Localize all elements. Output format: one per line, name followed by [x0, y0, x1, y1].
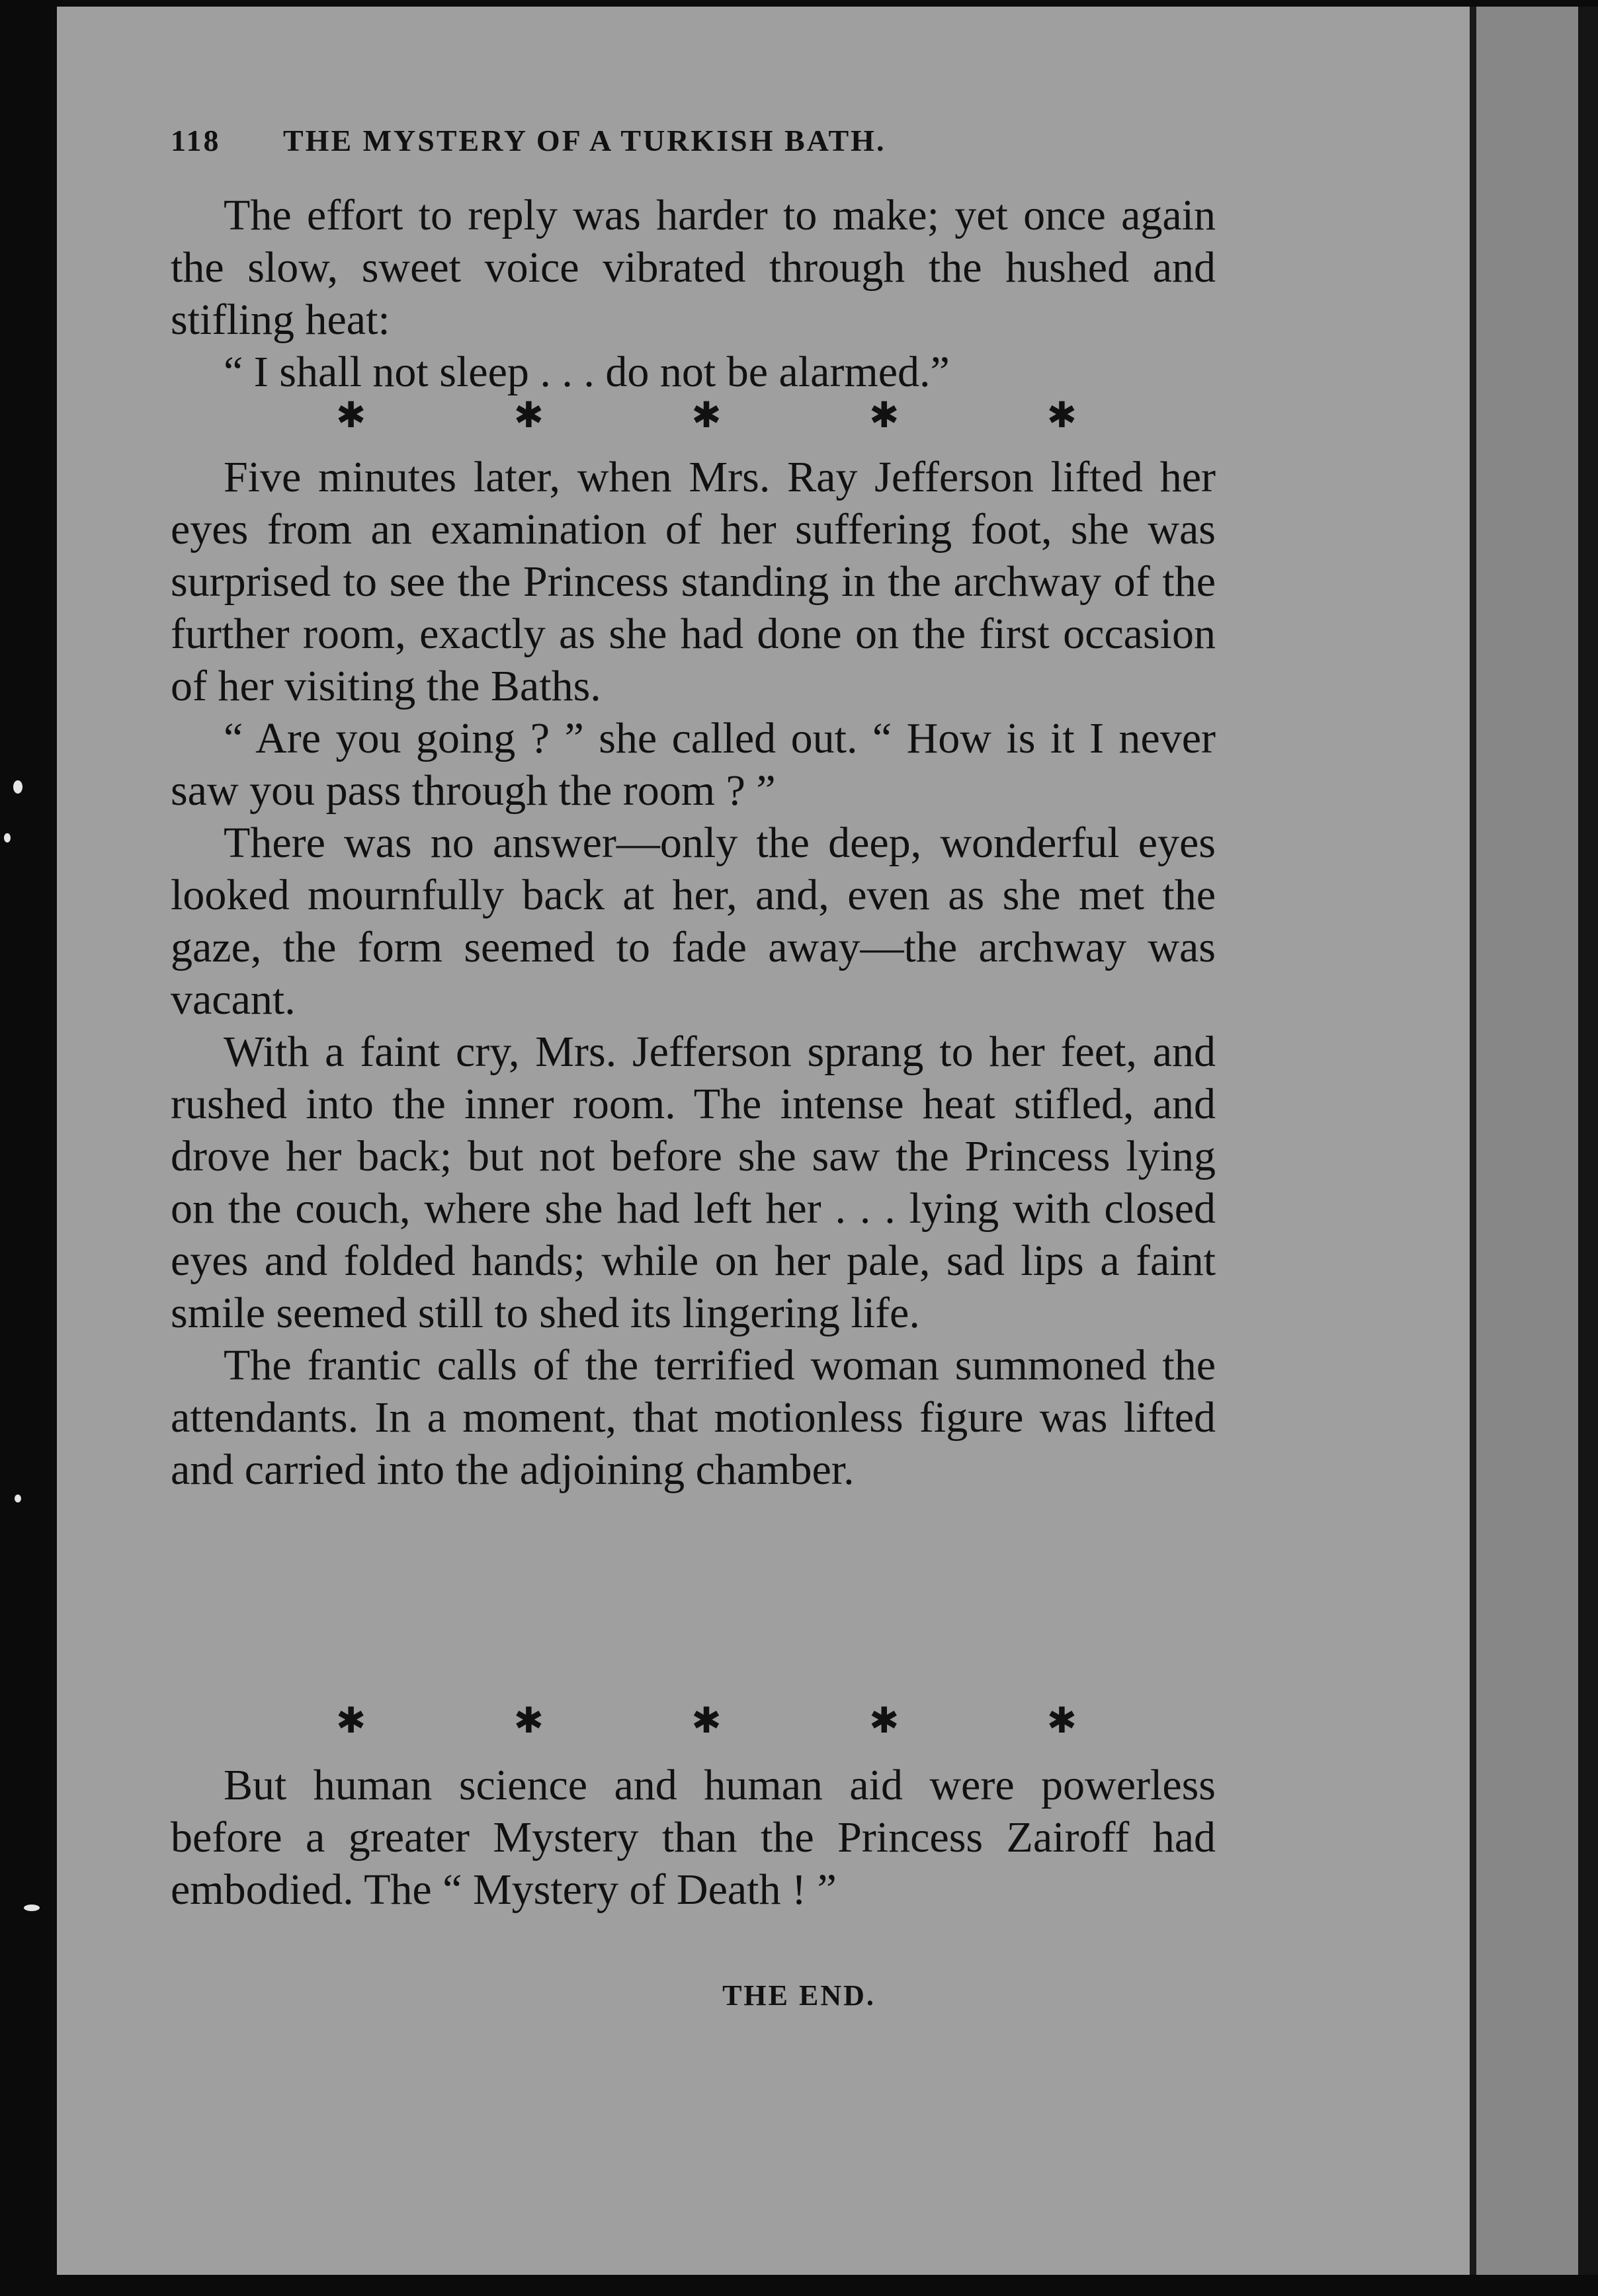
section-divider	[171, 1700, 1216, 1741]
paragraph: But human science and human aid were powerless before a greater Mystery than the Princess Zairoff had embodied. The “ Mystery of Death ! ”	[171, 1761, 1216, 1914]
star: ✱	[1046, 1701, 1077, 1741]
paragraph: “ I shall not sleep . . . do not be alarmed.”	[224, 348, 950, 396]
paragraph: The frantic calls of the terrified woman summoned the attendants. In a moment, that motionless figure was lifted and carried into the adjoining chamber.	[171, 1341, 1216, 1494]
star: ✱	[336, 1701, 366, 1741]
the-end-label: THE END.	[722, 1979, 876, 2012]
section-2	[171, 451, 1216, 1496]
section-divider	[171, 394, 1216, 436]
scan-speck	[15, 1495, 21, 1502]
paragraph: The effort to reply was harder to make; yet once again the slow, sweet voice vibrated through the hushed and stifling heat:	[171, 191, 1216, 344]
star: ✱	[513, 1701, 544, 1741]
section-1	[171, 189, 1216, 398]
paragraph: “ Are you going ? ” she called out. “ How is it I never saw you pass through the room ? ”	[171, 714, 1216, 815]
star: ✱	[691, 395, 722, 435]
star: ✱	[513, 395, 544, 435]
book-title: THE MYSTERY OF A TURKISH BATH.	[283, 124, 886, 157]
star: ✱	[869, 395, 900, 435]
scan-speck	[24, 1905, 40, 1911]
running-head	[171, 123, 1216, 158]
star: ✱	[1046, 395, 1077, 435]
page-number: 118	[171, 124, 221, 157]
scan-speck	[4, 833, 11, 842]
gutter-shadow	[1470, 7, 1476, 2275]
star: ✱	[691, 1701, 722, 1741]
paragraph: There was no answer—only the deep, wonderful eyes looked mournfully back at her, and, even as she met the gaze, the form seemed to fade away—the archway was vacant.	[171, 819, 1216, 1024]
star: ✱	[336, 395, 366, 435]
paragraph: Five minutes later, when Mrs. Ray Jefferson lifted her eyes from an examination of her suffering foot, she was surprised to see the Princess standing in the archway of the further room, exactly as she had done on the first occasion of her visiting the Baths.	[171, 453, 1216, 710]
scan-speck	[13, 780, 22, 794]
star: ✱	[869, 1701, 900, 1741]
paragraph: With a faint cry, Mrs. Jefferson sprang to her feet, and rushed into the inner room. The intense heat stifled, and drove her back; but not before she saw the Princess lying on the couch, where she had left her . . . lying with closed eyes and folded hands; while on her pale, sad lips a faint smile seemed still to shed its lingering life.	[171, 1028, 1216, 1337]
section-3	[171, 1759, 1216, 1916]
scan-border-right	[1578, 7, 1598, 2275]
